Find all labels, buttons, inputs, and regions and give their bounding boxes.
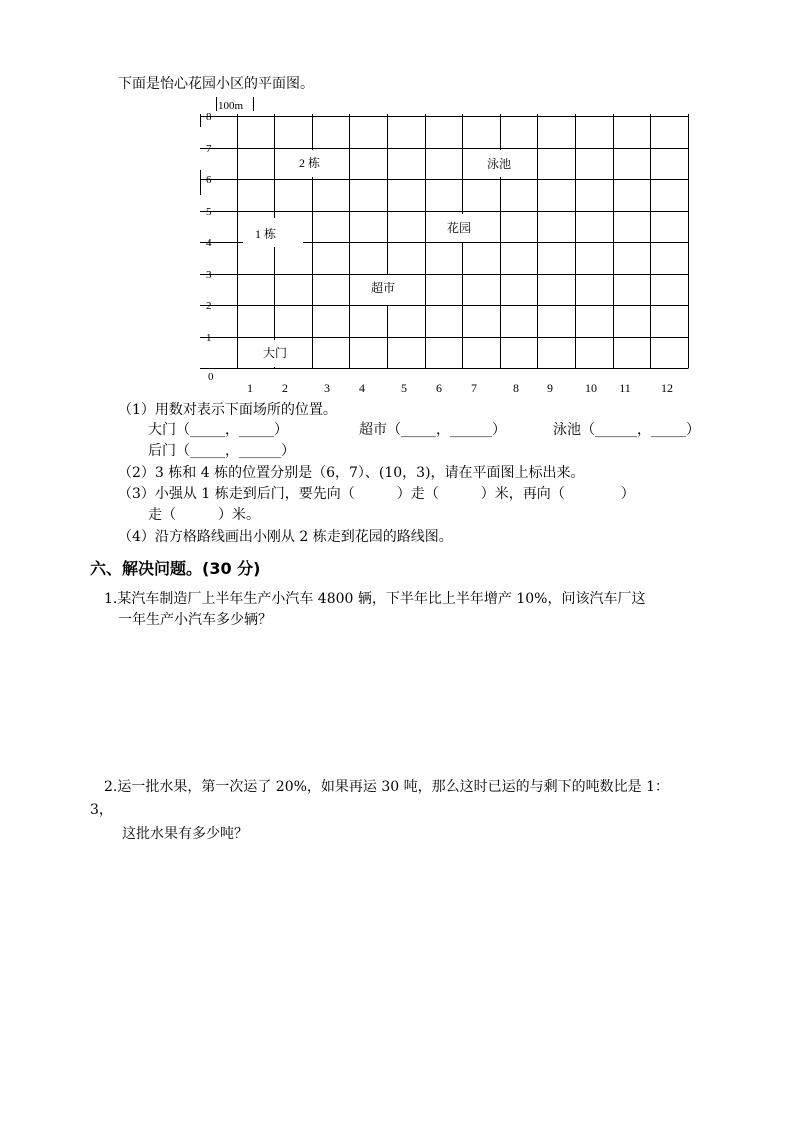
y-tick-label: 1 — [206, 332, 212, 344]
x-tick-label: 5 — [401, 381, 407, 395]
q1-gate: 大门（_____，_____） — [148, 422, 288, 438]
main-gate-label: 大门 — [263, 346, 288, 360]
q2-text: （2）3 栋和 4 栋的位置分别是（6，7）、(10，3)，请在平面图上标出来。 — [118, 465, 585, 481]
problem-2-line2: 3， — [90, 802, 113, 818]
x-tick-label: 9 — [547, 381, 553, 395]
q1-pool: 泳池（______，_____） — [553, 422, 700, 438]
x-tick-label: 10 — [585, 381, 597, 395]
pool-label: 泳池 — [487, 157, 512, 171]
y-tick-label: 6 — [206, 174, 212, 186]
scale-label: 100m — [218, 100, 244, 112]
section-6-title: 六、解决问题。(30 分) — [90, 559, 261, 578]
x-tick-label: 6 — [436, 381, 442, 395]
q3-line2: 走（ ）米。 — [148, 507, 260, 523]
y-tick-label: 7 — [206, 143, 212, 155]
x-tick-label: 2 — [282, 381, 288, 395]
supermarket-label: 超市 — [371, 281, 396, 295]
x-tick-label: 7 — [471, 381, 477, 395]
intro-text: 下面是怡心花园小区的平面图。 — [118, 76, 314, 92]
origin-label: 0 — [208, 371, 214, 383]
community-plan-map — [0, 0, 793, 400]
garden-label: 花园 — [447, 221, 472, 235]
x-tick-label: 8 — [513, 381, 519, 395]
q4-text: （4）沿方格路线画出小刚从 2 栋走到花园的路线图。 — [118, 529, 453, 545]
y-tick-label: 8 — [206, 111, 212, 123]
building-1-label: 1 栋 — [255, 227, 277, 241]
y-tick-label: 5 — [206, 206, 212, 218]
x-tick-label: 12 — [661, 381, 673, 395]
problem-1-line1: 1.某汽车制造厂上半年生产小汽车 4800 辆，下半年比上半年增产 10%，问该汽车厂这 — [104, 591, 646, 607]
x-tick-label: 11 — [619, 381, 631, 395]
x-tick-label: 4 — [359, 381, 365, 395]
q1-prompt: （1）用数对表示下面场所的位置。 — [118, 402, 337, 418]
q1-market: 超市（_____，______） — [359, 422, 506, 438]
q1-back-gate: 后门（_____，______） — [148, 443, 295, 459]
problem-2-line1: 2.运一批水果，第一次运了 20%，如果再运 30 吨，那么这时已运的与剩下的吨数比是 1： — [104, 779, 669, 795]
x-tick-label: 1 — [247, 381, 253, 395]
y-tick-label: 3 — [206, 269, 212, 281]
problem-2-line3: 这批水果有多少吨？ — [122, 826, 248, 842]
y-tick-label: 4 — [206, 237, 212, 249]
q3-line1: （3）小强从 1 栋走到后门，要先向（ ）走（ ）米，再向（ ） — [118, 486, 635, 502]
x-tick-label: 3 — [324, 381, 330, 395]
y-tick-label: 2 — [206, 300, 212, 312]
problem-1-line2: 一年生产小汽车多少辆？ — [118, 612, 272, 628]
building-2-label: 2 栋 — [299, 156, 321, 170]
